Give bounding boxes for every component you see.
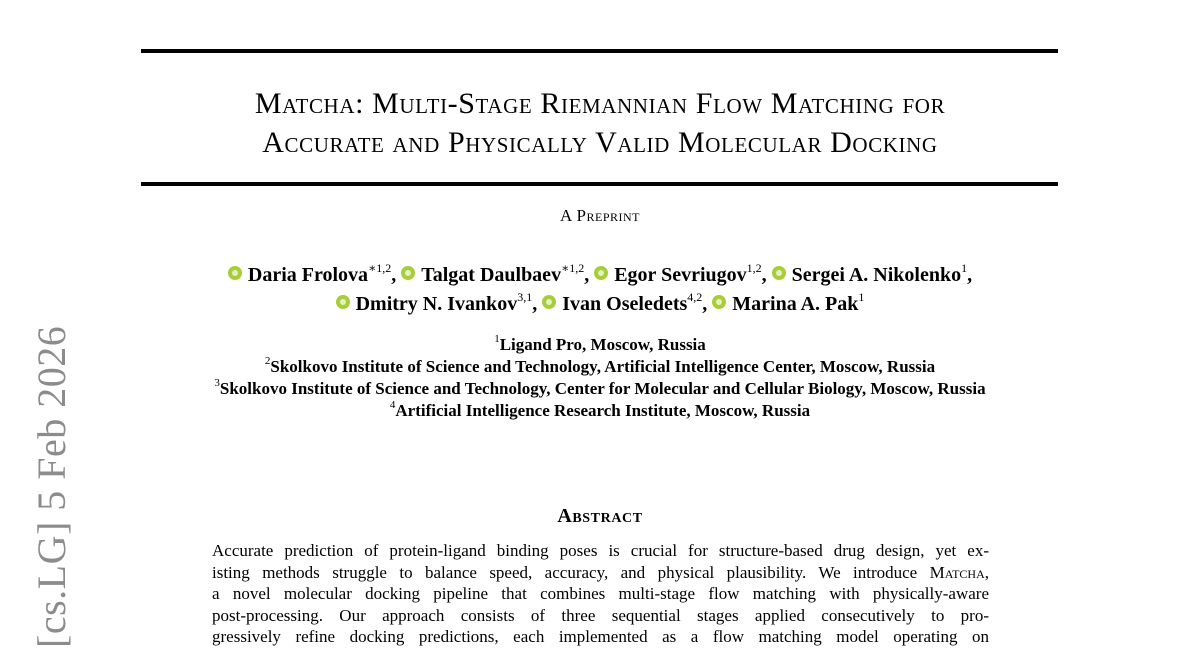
author-0 [228,261,392,286]
method-name: Matcha [929,562,985,582]
affiliation-3 [0,378,1200,400]
orcid-icon[interactable] [772,266,786,280]
author-name: Daria Frolova [247,264,369,286]
author-affil-sup: ∗1,2 [368,261,392,276]
abstract-line-2-text: isting methods struggle to balance speed, accuracy, and physical plausibility. We introduce [212,562,930,582]
author-affil-sup: 4,2 [687,290,703,305]
author-affil-sup: 3,1 [517,290,533,305]
author-row-1: Daria Frolova$^{∗1,2}$, Talgat Daulbaev$^{∗1,2}$, Egor Sevriugov$^{1,2}$, Sergei A. Nikolenko$^1$, [0,261,1200,290]
orcid-icon[interactable] [401,266,415,280]
affiliation-2 [0,356,1200,378]
abstract-body [212,540,989,648]
affiliation-text: Ligand Pro, Moscow, Russia [499,335,706,354]
abstract-line-3: a novel molecular docking pipeline that combines multi-stage flow matching with physically-aware [212,584,989,603]
author-name: Dmitry N. Ivankov [355,293,518,315]
abstract-line-5: gressively refine docking predictions, each implemented as a flow matching model operating on [212,627,989,646]
affiliation-sup: 4 [389,399,396,412]
author-list [0,261,1200,319]
orcid-icon[interactable] [712,295,726,309]
orcid-icon[interactable] [228,266,242,280]
affiliation-sup: 3 [214,377,220,390]
method-name-punct: , [984,562,989,582]
abstract-line-1: Accurate prediction of protein-ligand binding poses is crucial for structure-based drug design, yet ex- [212,541,989,560]
paper-title [0,84,1200,162]
author-2 [594,261,762,286]
title-top-rule [141,49,1058,53]
title-bottom-rule [141,182,1058,186]
preprint-label: A Preprint [559,206,641,225]
abstract-heading: Abstract [557,505,643,527]
title-line-1: Matcha: Multi-Stage Riemannian Flow Matching for [254,87,946,120]
affiliation-text: Skolkovo Institute of Science and Technology, Artificial Intelligence Center, Moscow, Russia [270,357,936,376]
affiliation-4 [0,400,1200,422]
orcid-icon[interactable] [336,295,350,309]
title-line-2: Accurate and Physically Valid Molecular Docking [262,126,938,159]
author-row-2: Dmitry N. Ivankov$^{3,1}$, Ivan Oseledets$^{4,2}$, Marina A. Pak$^1$ [0,290,1200,319]
affiliation-text: Artificial Intelligence Research Institute, Moscow, Russia [395,401,811,420]
author-affil-sup: 1,2 [746,261,762,276]
author-name: Marina A. Pak [732,293,859,315]
affiliation-text: Skolkovo Institute of Science and Technology, Center for Molecular and Cellular Biology, Moscow, Russia [219,379,986,398]
author-6 [712,290,865,315]
affiliation-list [0,334,1200,422]
author-1 [401,261,585,286]
arxiv-side-stamp: [cs.LG] 5 Feb 2026 [29,325,74,648]
author-affil-sup: ∗1,2 [561,261,585,276]
affiliation-1 [0,334,1200,356]
author-name: Talgat Daulbaev [421,264,562,286]
affiliation-sup: 1 [494,333,500,346]
author-name: Sergei A. Nikolenko [791,264,962,286]
affiliation-sup: 2 [264,355,271,368]
author-name: Egor Sevriugov [614,264,747,286]
author-3 [772,261,968,286]
author-affil-sup: 1 [961,261,968,276]
author-4 [336,290,533,315]
author-5 [542,290,703,315]
author-name: Ivan Oseledets [562,293,688,315]
author-affil-sup: 1 [858,290,865,305]
abstract-line-4: post-processing. Our approach consists of three sequential stages applied consecutively to pro- [212,605,989,625]
orcid-icon[interactable] [594,266,608,280]
orcid-icon[interactable] [542,295,556,309]
abstract-line-2 [212,562,989,584]
